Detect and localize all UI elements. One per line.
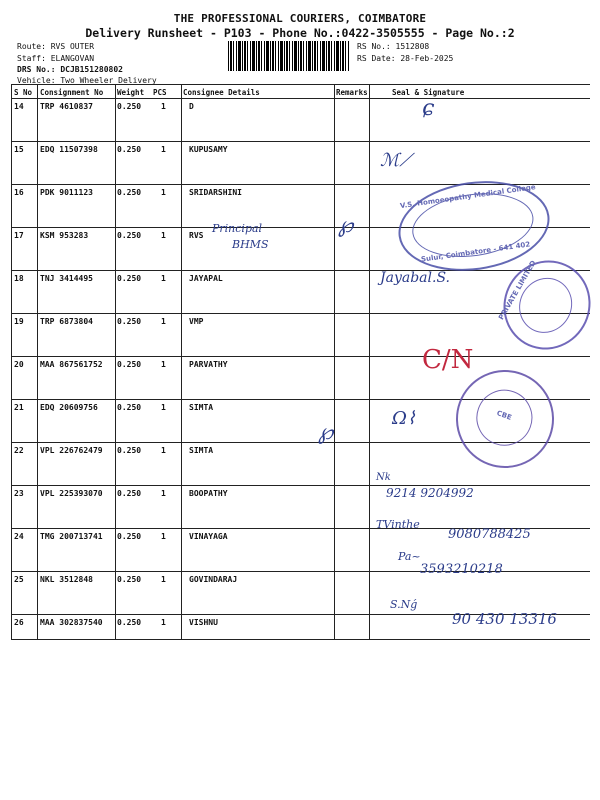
cell-consignment: VPL 226762479 — [40, 446, 103, 455]
barcode-image — [228, 41, 350, 71]
cell-weight: 0.250 — [117, 274, 142, 283]
cell-pcs: 1 — [161, 446, 166, 455]
table-row — [11, 571, 590, 614]
cell-consignment: PDK 9011123 — [40, 188, 93, 197]
cell-consignment: TNJ 3414495 — [40, 274, 93, 283]
college-stamp-address: Sulur, Coimbatore - 641 402 — [420, 240, 531, 264]
cell-consignee: SIMTA — [189, 446, 214, 455]
signature-row-26: S.Nǵ — [390, 598, 418, 611]
cell-consignment: VPL 225393070 — [40, 489, 103, 498]
company-title: THE PROFESSIONAL COURIERS, COIMBATORE — [173, 12, 427, 25]
college-stamp-name: V.S. Homoeopathy Medical College — [399, 183, 537, 211]
staff-label: Staff: ELANGOVAN — [17, 54, 95, 63]
cell-consignee: VMP — [189, 317, 204, 326]
cell-consignment: TMG 200713741 — [40, 532, 103, 541]
cell-consignee: GOVINDARAJ — [189, 575, 238, 584]
handwritten-tvinthe: TVinthe — [376, 518, 420, 531]
handwritten-phone-25: 3593210218 — [420, 562, 503, 577]
cell-weight: 0.250 — [117, 489, 142, 498]
cell-weight: 0.250 — [117, 317, 142, 326]
cell-consignment: MAA 302837540 — [40, 618, 103, 627]
table-bottom-border — [11, 639, 590, 640]
header-seal: Seal & Signature — [392, 88, 465, 97]
cell-weight: 0.250 — [117, 188, 142, 197]
cell-consignee: SIMTA — [189, 403, 214, 412]
cell-consignment: EDQ 11507398 — [40, 145, 98, 154]
signature-row-25: Pa~ — [398, 550, 421, 563]
cell-pcs: 1 — [161, 274, 166, 283]
cell-pcs: 1 — [161, 403, 166, 412]
handwritten-cn: C/N — [422, 345, 474, 375]
runsheet-table — [11, 84, 590, 639]
cell-pcs: 1 — [161, 317, 166, 326]
header-sno: S No — [14, 88, 33, 97]
table-row — [11, 141, 590, 184]
cell-consignee: RVS — [189, 231, 204, 240]
header-consignee: Consignee Details — [183, 88, 260, 97]
signature-row-15: ℳ⟋ — [380, 150, 412, 171]
cell-weight: 0.250 — [117, 403, 142, 412]
company-stamp-text: PRIVATE LIMITED — [497, 259, 538, 322]
scribble-mark: ℘ — [338, 213, 354, 238]
cell-sno: 19 — [14, 317, 24, 326]
signature-row-21: Ω⌇ — [392, 408, 416, 429]
header-pcs: PCS — [153, 88, 167, 97]
cell-pcs: 1 — [161, 575, 166, 584]
cell-sno: 25 — [14, 575, 24, 584]
cell-sno: 16 — [14, 188, 24, 197]
table-row — [11, 485, 590, 528]
cell-consignment: KSM 953283 — [40, 231, 89, 240]
handwritten-principal: Principal — [212, 222, 263, 235]
cell-pcs: 1 — [161, 489, 166, 498]
handwritten-phone-26: 90 430 13316 — [452, 610, 557, 628]
cell-consignment: TRP 6873804 — [40, 317, 93, 326]
cell-sno: 18 — [14, 274, 24, 283]
signature-row-14: ɕ — [422, 96, 435, 121]
rs-number: RS No.: 1512808 — [357, 42, 430, 51]
cell-sno: 20 — [14, 360, 24, 369]
cell-consignee: PARVATHY — [189, 360, 228, 369]
cell-pcs: 1 — [161, 188, 166, 197]
signature-row-23: Nk — [376, 472, 391, 483]
cell-sno: 15 — [14, 145, 24, 154]
cell-consignee: SRIDARSHINI — [189, 188, 242, 197]
route-label: Route: RVS OUTER — [17, 42, 95, 51]
cell-sno: 23 — [14, 489, 24, 498]
cell-pcs: 1 — [161, 618, 166, 627]
cell-sno: 17 — [14, 231, 24, 240]
cell-consignment: TRP 4610837 — [40, 102, 93, 111]
cell-weight: 0.250 — [117, 360, 142, 369]
handwritten-phone-23: 9214 9204992 — [386, 486, 474, 500]
cell-pcs: 1 — [161, 532, 166, 541]
cell-weight: 0.250 — [117, 532, 142, 541]
cell-consignment: MAA 867561752 — [40, 360, 103, 369]
header-consignment: Consignment No — [40, 88, 104, 97]
cell-weight: 0.250 — [117, 446, 142, 455]
handwritten-bhms: BHMS — [232, 238, 269, 251]
scribble-mark-2: ℘ — [318, 420, 334, 445]
cell-consignee: JAYAPAL — [189, 274, 223, 283]
cell-sno: 14 — [14, 102, 24, 111]
cell-weight: 0.250 — [117, 145, 142, 154]
cell-consignment: NKL 3512848 — [40, 575, 93, 584]
cell-weight: 0.250 — [117, 618, 142, 627]
cell-consignee: VINAYAGA — [189, 532, 228, 541]
cell-sno: 22 — [14, 446, 24, 455]
table-top-border — [11, 84, 590, 85]
cell-pcs: 1 — [161, 360, 166, 369]
cell-consignee: VISHNU — [189, 618, 218, 627]
table-row — [11, 98, 590, 141]
cell-consignment: EDQ 20609756 — [40, 403, 98, 412]
cell-weight: 0.250 — [117, 575, 142, 584]
cell-pcs: 1 — [161, 231, 166, 240]
rs-date: RS Date: 28-Feb-2025 — [357, 54, 454, 63]
cell-pcs: 1 — [161, 102, 166, 111]
cell-consignee: D — [189, 102, 194, 111]
agency-stamp-text: CBE — [495, 409, 513, 422]
vehicle-label: Vehicle: Two Wheeler Delivery — [17, 76, 157, 85]
cell-consignee: KUPUSAMY — [189, 145, 228, 154]
runsheet-subtitle: Delivery Runsheet - P103 - Phone No.:0422-3505555 - Page No.:2 — [85, 26, 515, 40]
cell-sno: 24 — [14, 532, 24, 541]
cell-weight: 0.250 — [117, 102, 142, 111]
handwritten-jayapal: Jayabal.S. — [380, 270, 450, 286]
cell-sno: 26 — [14, 618, 24, 627]
cell-consignee: BOOPATHY — [189, 489, 228, 498]
cell-pcs: 1 — [161, 145, 166, 154]
header-remarks: Remarks — [336, 88, 368, 97]
handwritten-phone-24: 9080788425 — [448, 527, 531, 542]
cell-weight: 0.250 — [117, 231, 142, 240]
header-weight: Weight — [117, 88, 145, 97]
drs-label: DRS No.: DCJB151280802 — [17, 65, 123, 74]
cell-sno: 21 — [14, 403, 24, 412]
